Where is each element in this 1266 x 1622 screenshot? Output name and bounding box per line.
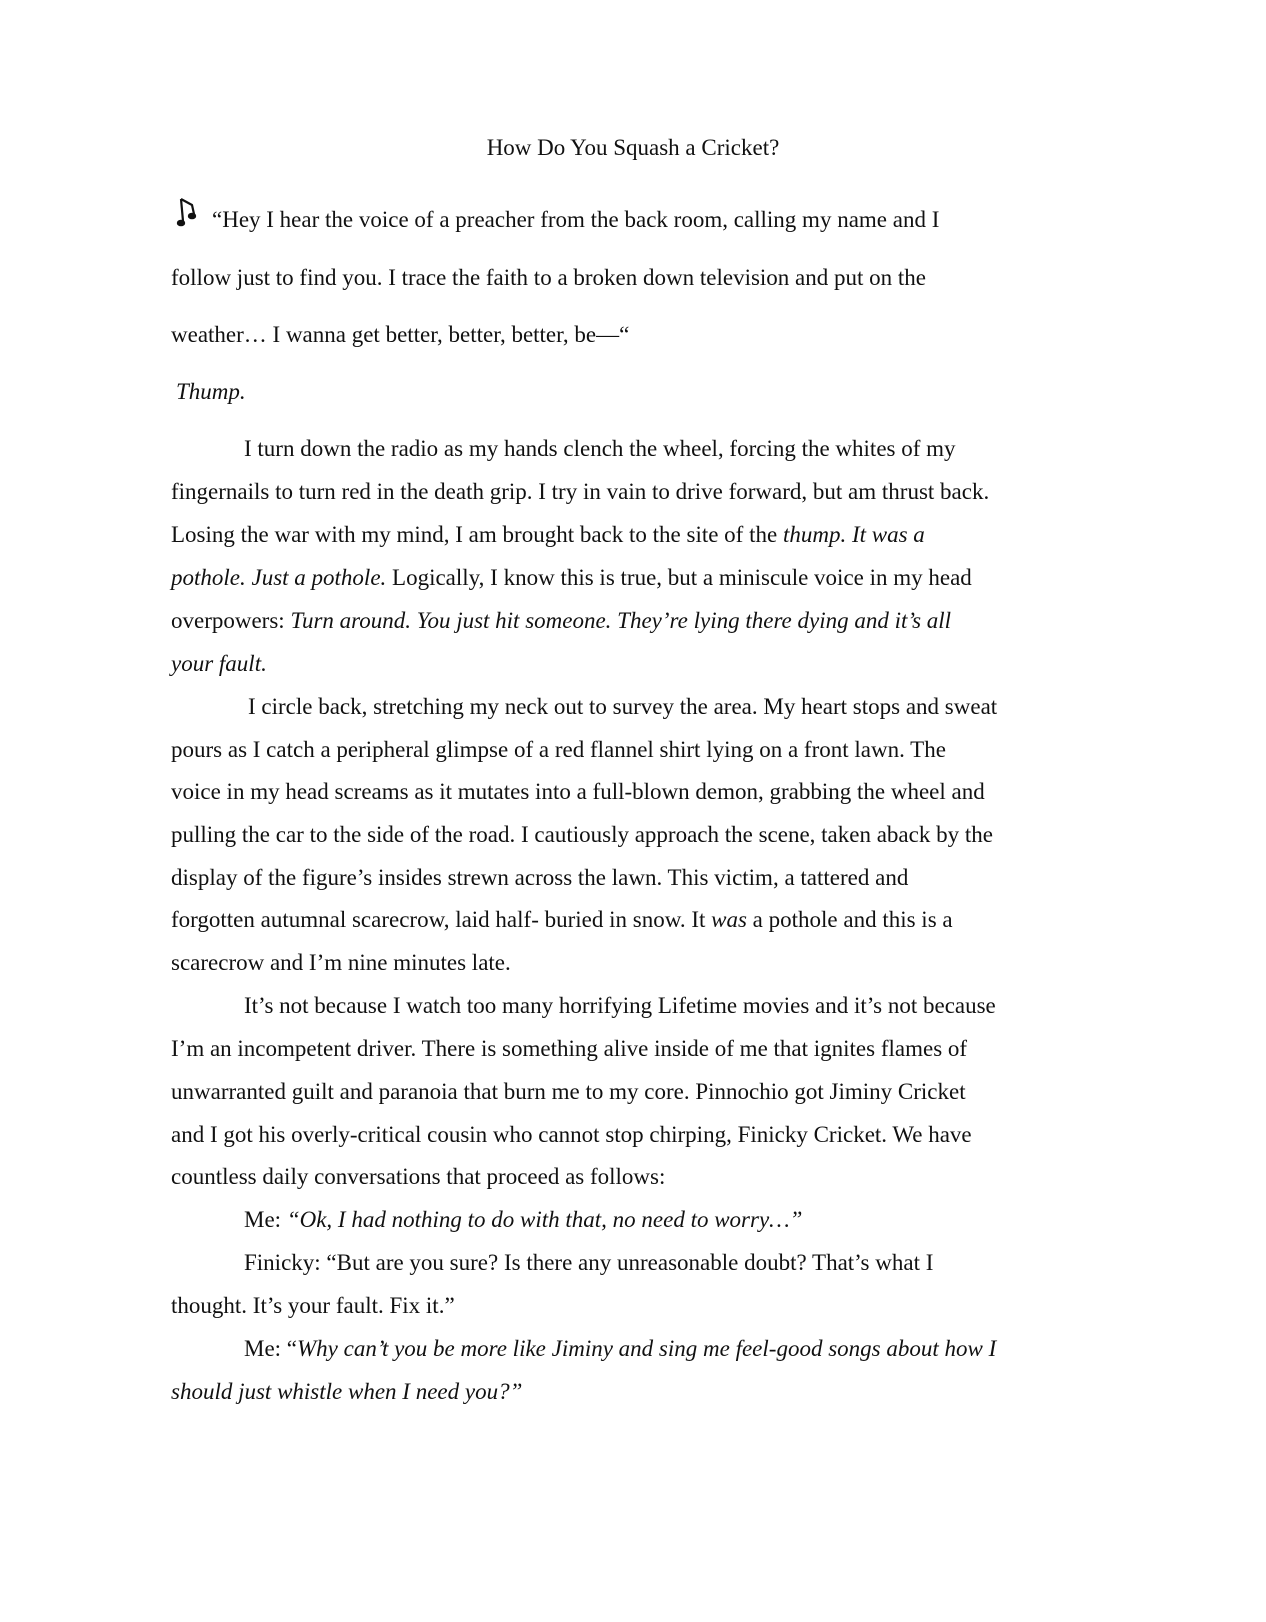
dialogue-line: Finicky: “But are you sure? Is there any unreasonable doubt? That’s what I bbox=[244, 1250, 934, 1275]
paragraph-line: forgotten autumnal scarecrow, laid half- buried in snow. It was a pothole and this is a bbox=[171, 907, 953, 932]
paragraph-line: pulling the car to the side of the road. I cautiously approach the scene, taken aback by the bbox=[171, 822, 993, 847]
paragraph-line: unwarranted guilt and paranoia that burn me to my core. Pinnochio got Jiminy Cricket bbox=[171, 1079, 966, 1104]
paragraph-line: overpowers: Turn around. You just hit someone. They’re lying there dying and it’s all bbox=[171, 608, 952, 633]
paragraph-line: I’m an incompetent driver. There is something alive inside of me that ignites flames of bbox=[171, 1036, 968, 1061]
paragraph-line: pothole. Just a pothole. Logically, I know this is true, but a miniscule voice in my head bbox=[171, 565, 972, 590]
music-note-icon bbox=[172, 196, 200, 230]
paragraph-line: your fault. bbox=[171, 651, 267, 676]
paragraph-line: and I got his overly-critical cousin who cannot stop chirping, Finicky Cricket. We have bbox=[171, 1122, 972, 1147]
thump-text: Thump. bbox=[176, 379, 246, 404]
dialogue-line: Me: “Ok, I had nothing to do with that, no need to worry…” bbox=[244, 1207, 803, 1232]
paragraph-line: fingernails to turn red in the death grip. I try in vain to drive forward, but am thrust back. bbox=[171, 479, 990, 504]
paragraph-line: I circle back, stretching my neck out to survey the area. My heart stops and sweat bbox=[248, 694, 998, 719]
dialogue-line: should just whistle when I need you?” bbox=[171, 1379, 523, 1404]
dialogue-line: Me: “Why can’t you be more like Jiminy and sing me feel-good songs about how I bbox=[244, 1336, 997, 1361]
paragraph-line: Losing the war with my mind, I am brought back to the site of the thump. It was a bbox=[171, 522, 925, 547]
document-title: How Do You Squash a Cricket? bbox=[486, 135, 780, 160]
dialogue-line: thought. It’s your fault. Fix it.” bbox=[171, 1293, 455, 1318]
lyric-line: weather… I wanna get better, better, better, be—“ bbox=[171, 322, 630, 347]
paragraph-line: pours as I catch a peripheral glimpse of a red flannel shirt lying on a front lawn. The bbox=[171, 737, 946, 762]
paragraph-line: scarecrow and I’m nine minutes late. bbox=[171, 950, 511, 975]
lyric-line: “Hey I hear the voice of a preacher from the back room, calling my name and I bbox=[212, 207, 940, 232]
paragraph-line: I turn down the radio as my hands clench the wheel, forcing the whites of my bbox=[244, 436, 956, 461]
paragraph-line: countless daily conversations that proceed as follows: bbox=[171, 1164, 666, 1189]
lyric-line: follow just to find you. I trace the faith to a broken down television and put on the bbox=[171, 265, 927, 290]
paragraph-line: It’s not because I watch too many horrifying Lifetime movies and it’s not because bbox=[244, 993, 996, 1018]
paragraph-line: voice in my head screams as it mutates into a full-blown demon, grabbing the wheel and bbox=[171, 779, 985, 804]
paragraph-line: display of the figure’s insides strewn across the lawn. This victim, a tattered and bbox=[171, 865, 909, 890]
